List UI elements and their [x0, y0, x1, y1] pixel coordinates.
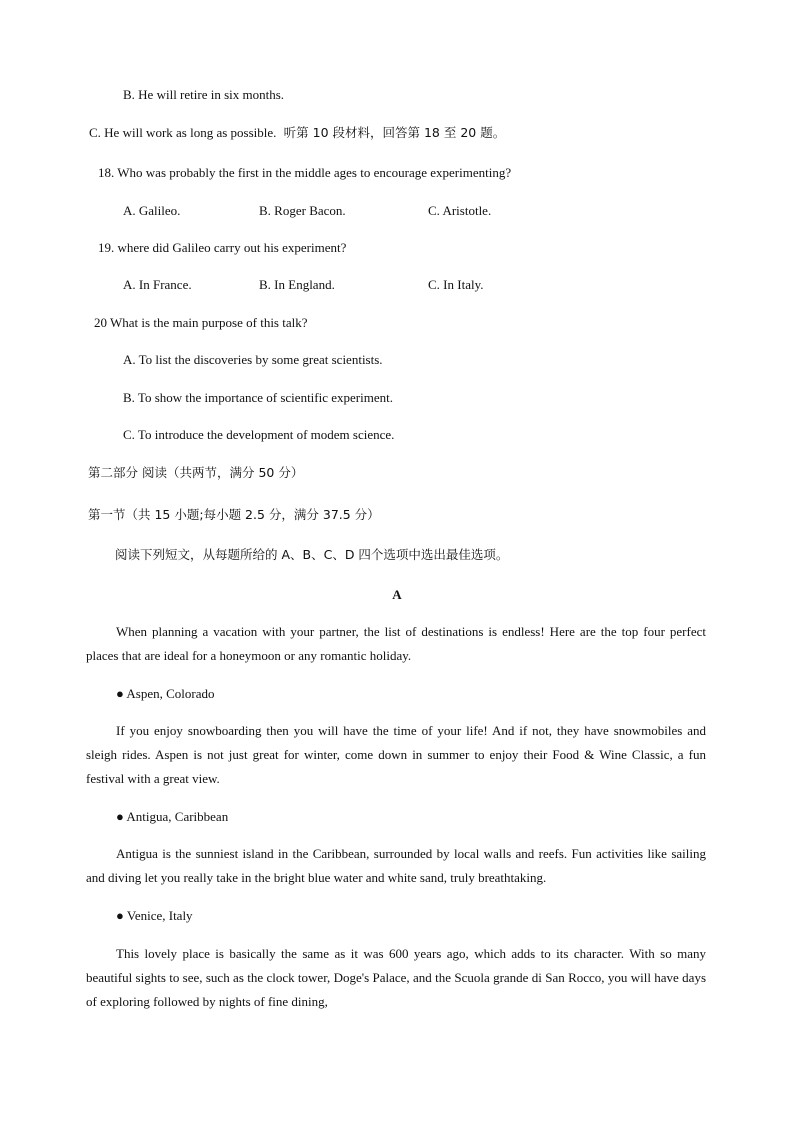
- q17-option-c-line: [89, 124, 505, 142]
- passage-label: A: [392, 587, 402, 602]
- question-19-option-a: A. In France.: [123, 277, 192, 292]
- question-20-option-b: B. To show the importance of scientific experiment.: [123, 390, 393, 405]
- place-heading-aspen: ● Aspen, Colorado: [116, 686, 215, 701]
- question-18-option-c: C. Aristotle.: [428, 203, 492, 218]
- question-18-option-a: A. Galileo.: [123, 203, 181, 218]
- question-20-option-a: A. To list the discoveries by some great scientists.: [123, 352, 383, 367]
- section10-intro: 听第 10 段材料，回答第 18 至 20 题。: [283, 125, 506, 140]
- passage-intro: When planning a vacation with your partner, the list of destinations is endless! Here are the top four perfect places that are ideal for a honeymoon or any romantic holiday.: [86, 624, 706, 663]
- question-18-option-b: B. Roger Bacon.: [259, 203, 346, 218]
- question-19-stem: 19. where did Galileo carry out his experiment?: [98, 240, 347, 255]
- question-19-option-c: C. In Italy.: [428, 277, 484, 292]
- question-20-option-c: C. To introduce the development of modem science.: [123, 427, 395, 442]
- place-heading-venice: ● Venice, Italy: [116, 908, 193, 923]
- place-text-venice: This lovely place is basically the same as it was 600 years ago, which adds to its character. With so many beautiful sights to see, such as the clock tower, Doge's Palace, and the Scuola grande di San Rocco, you will have days of exploring followed by nights of fine dining,: [86, 946, 706, 1009]
- q17-option-b: B. He will retire in six months.: [123, 87, 285, 102]
- question-18-stem: 18. Who was probably the first in the middle ages to encourage experimenting?: [98, 165, 512, 180]
- reading-instruction: 阅读下列短文，从每题所给的 A、B、C、D 四个选项中选出最佳选项。: [115, 547, 509, 562]
- reading-section-title: 第一节（共 15 小题;每小题 2.5 分，满分 37.5 分）: [88, 507, 380, 522]
- question-20-stem: 20 What is the main purpose of this talk?: [94, 315, 308, 330]
- q17-option-c: C. He will work as long as possible.: [89, 125, 277, 140]
- question-19-option-b: B. In England.: [259, 277, 335, 292]
- place-text-aspen: If you enjoy snowboarding then you will have the time of your life! And if not, they have snowmobiles and sleigh rides. Aspen is not just great for winter, come down in summer to enjoy their Food & Wine Classic, a fun festival with a great view.: [86, 723, 706, 786]
- reading-part-title: 第二部分 阅读（共两节，满分 50 分）: [88, 465, 304, 480]
- place-text-antigua: Antigua is the sunniest island in the Caribbean, surrounded by local walls and reefs. Fun activities like sailing and diving let you really take in the bright blue water and white sand, truly breathtaking.: [86, 846, 706, 885]
- place-heading-antigua: ● Antigua, Caribbean: [116, 809, 229, 824]
